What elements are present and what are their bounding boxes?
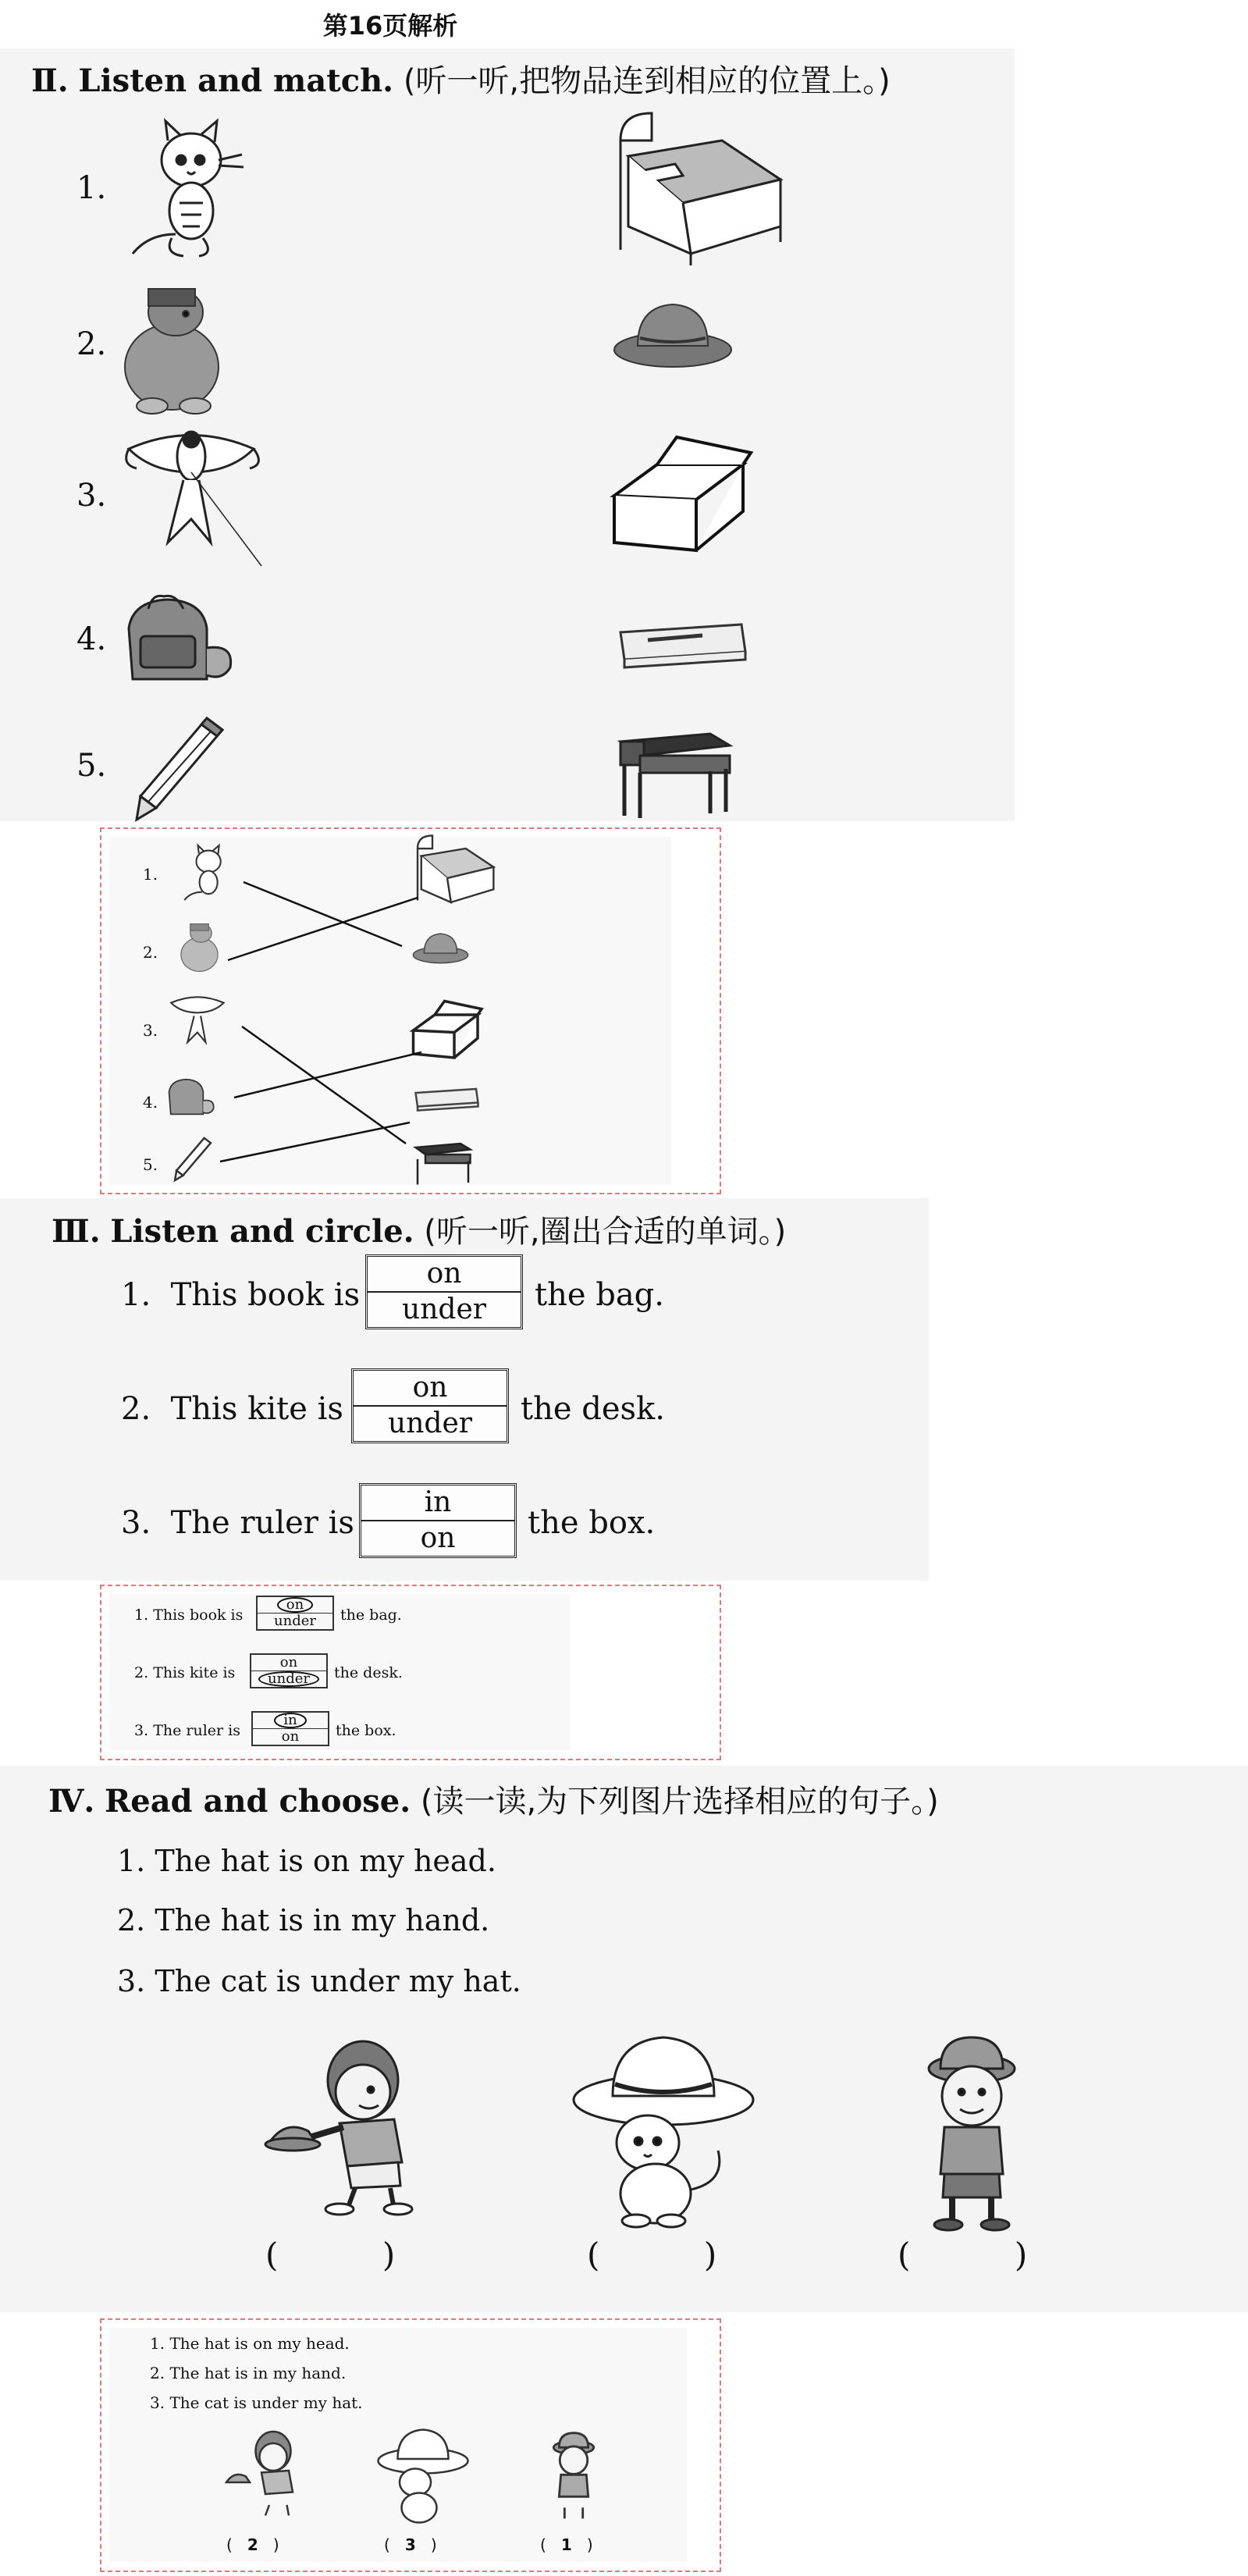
circle-item-1-before: 1. This book is — [121, 1277, 361, 1313]
answer-sentence-1: 1. The hat is on my head. — [150, 2334, 350, 2353]
answer-filled-1: ( 2 ) — [226, 2535, 279, 2554]
answer-blank-3[interactable]: ( ) — [898, 2236, 1028, 2274]
answer-item-1-options: on under — [256, 1596, 334, 1631]
boy-holding-hat-icon — [261, 2033, 433, 2213]
cat-under-hat-icon — [376, 2428, 470, 2525]
circle-item-1-options — [365, 1254, 523, 1329]
answer-item-2-before: 2. This kite is — [134, 1664, 236, 1681]
sentence-1: 1. The hat is on my head. — [117, 1844, 496, 1878]
answer-filled-3: ( 1 ) — [540, 2535, 593, 2554]
answer-number-3: 3. — [143, 1021, 158, 1040]
match-line-pencil-case — [220, 1123, 410, 1162]
match-line-kite-desk — [242, 1026, 406, 1144]
circle-item-1-after: the bag. — [535, 1277, 664, 1313]
match-line-cat-hat — [244, 882, 402, 946]
circle-item-3-after: the box. — [528, 1505, 656, 1541]
circle-item-2-before: 2. This kite is — [121, 1391, 343, 1427]
circled-answer: in — [274, 1713, 306, 1728]
section-4-roman: Ⅳ. — [48, 1783, 95, 1820]
section-2-roman: Ⅱ. — [31, 62, 69, 99]
option-under[interactable]: under — [354, 1405, 507, 1441]
section-2-instruction: (听一听,把物品连到相应的位置上。) — [403, 63, 891, 99]
section-3-heading — [52, 1207, 786, 1251]
page-title: 第16页解析 — [322, 11, 458, 41]
answer-blank-1[interactable]: ( ) — [265, 2236, 396, 2274]
option-on[interactable]: on — [361, 1520, 514, 1556]
match-number-3: 3. — [76, 478, 107, 514]
answer-blank-2[interactable]: ( ) — [587, 2236, 717, 2274]
match-number-5: 5. — [76, 748, 107, 784]
option-under[interactable]: under — [368, 1291, 521, 1327]
section-3-roman: Ⅲ. — [52, 1213, 101, 1250]
answer-item-3-before: 3. The ruler is — [134, 1722, 240, 1739]
answer-number-1: 1. — [143, 865, 158, 884]
match-line-bag-box — [234, 1052, 421, 1098]
cat-under-hat-icon — [570, 2033, 757, 2229]
match-number-2: 2. — [76, 326, 107, 362]
match-line-bear-bed — [228, 898, 418, 960]
answer-item-1-before: 1. This book is — [134, 1606, 244, 1624]
answer-sentence-3: 3. The cat is under my hat. — [150, 2393, 363, 2412]
circled-answer: under — [258, 1671, 319, 1687]
boy-wearing-hat-icon — [913, 2037, 1030, 2233]
section-3-title: Listen and circle. — [110, 1213, 414, 1250]
match-number-1: 1. — [76, 170, 107, 206]
circled-answer: on — [277, 1597, 313, 1613]
answer-item-2-options: on under — [250, 1653, 328, 1688]
answer-number-2: 2. — [143, 943, 158, 962]
circle-item-3-options — [359, 1483, 517, 1558]
section-4-title: Read and choose. — [105, 1783, 411, 1820]
answer-number-5: 5. — [143, 1155, 158, 1174]
section-4-instruction: (读一读,为下列图片选择相应的句子。) — [420, 1784, 939, 1820]
answer-filled-2: ( 3 ) — [384, 2535, 437, 2554]
answer-sentence-2: 2. The hat is in my hand. — [150, 2364, 347, 2382]
match-number-4: 4. — [76, 621, 107, 657]
circle-item-2-after: the desk. — [521, 1391, 665, 1427]
answer-number-4: 4. — [143, 1093, 158, 1112]
sentence-3: 3. The cat is under my hat. — [117, 1964, 521, 1998]
answer-item-2-after: the desk. — [334, 1664, 403, 1681]
boy-wearing-hat-icon — [546, 2432, 601, 2525]
section-2-title: Listen and match. — [78, 62, 394, 99]
answer-item-1-after: the bag. — [340, 1606, 402, 1624]
answer-item-3-options: in on — [251, 1711, 329, 1746]
boy-holding-hat-icon — [222, 2428, 308, 2517]
section-3-instruction: (听一听,圈出合适的单词。) — [424, 1214, 787, 1250]
section-4-heading — [48, 1777, 939, 1821]
circle-item-3-before: 3. The ruler is — [121, 1505, 354, 1541]
answer-item-3-after: the box. — [336, 1722, 396, 1739]
circle-item-2-options — [351, 1368, 509, 1443]
option-in[interactable]: in — [424, 1486, 452, 1518]
option-on[interactable]: on — [426, 1258, 462, 1290]
option-on[interactable]: on — [412, 1372, 448, 1404]
sentence-2: 2. The hat is in my hand. — [117, 1903, 490, 1937]
